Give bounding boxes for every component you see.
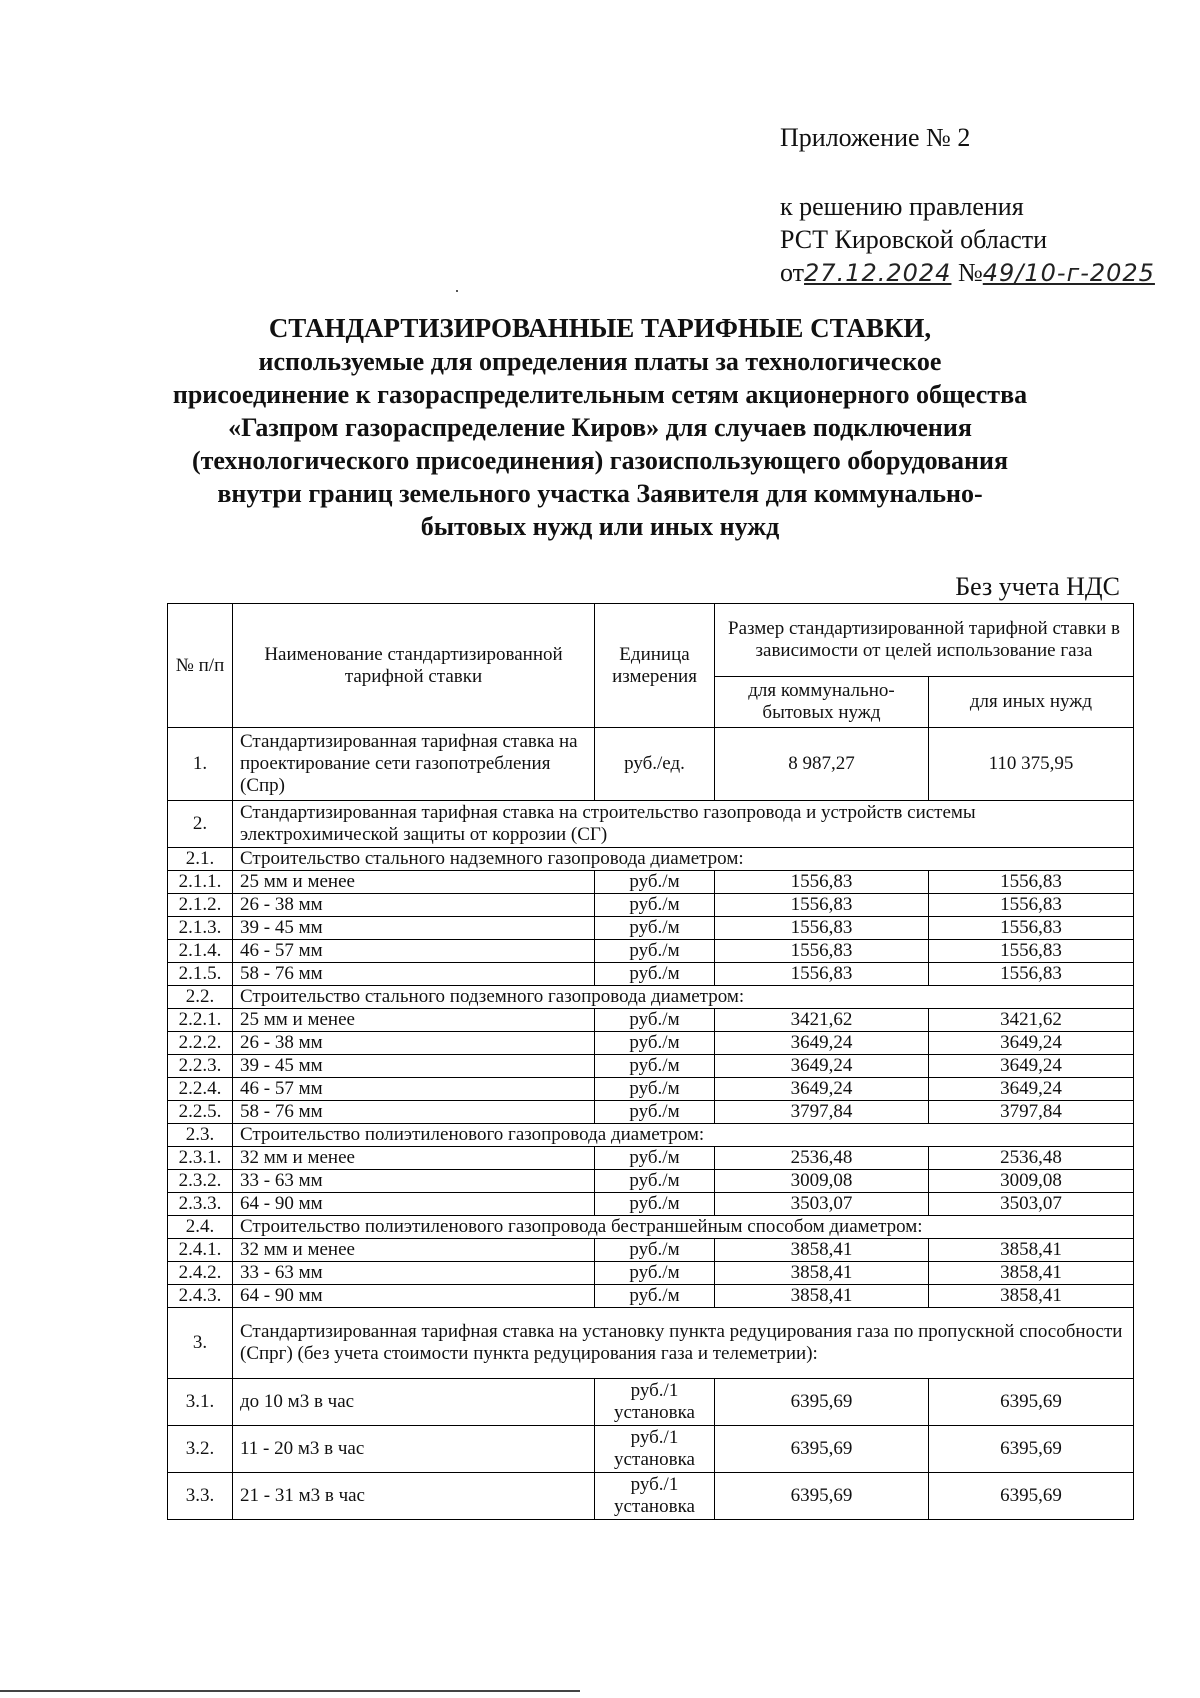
row-num: 3.2. <box>168 1426 233 1473</box>
table-header-row <box>168 604 1134 677</box>
row-num: 2.3.1. <box>168 1147 233 1170</box>
decision-line-1: к решению правления <box>780 192 1024 221</box>
handwritten-number: 49/10-г-2025 <box>982 259 1155 287</box>
row-household: 1556,83 <box>715 917 929 940</box>
row-unit: руб./м <box>595 871 715 894</box>
row-name: 25 мм и менее <box>233 1009 595 1032</box>
row-unit: руб./м <box>595 894 715 917</box>
section-row <box>168 1124 1134 1147</box>
row-household: 3797,84 <box>715 1101 929 1124</box>
decision-reference <box>780 190 1155 290</box>
section-row <box>168 1216 1134 1239</box>
row-num: 2.4. <box>168 1216 233 1239</box>
footer-rule <box>0 1690 580 1692</box>
row-household: 1556,83 <box>715 940 929 963</box>
header-num: № п/п <box>168 604 233 728</box>
row-unit: руб./м <box>595 1262 715 1285</box>
table-row <box>168 1032 1134 1055</box>
title-line-6: внутри границ земельного участка Заявителя для коммунально- <box>217 479 983 508</box>
row-other: 110 375,95 <box>929 728 1134 801</box>
row-other: 3503,07 <box>929 1193 1134 1216</box>
title-line-7: бытовых нужд или иных нужд <box>420 512 780 541</box>
row-name: Стандартизированная тарифная ставка на строительство газопровода и устройств системы электрохимической защиты от коррозии (СГ) <box>233 801 1134 848</box>
row-unit: руб./м <box>595 940 715 963</box>
row-household: 3649,24 <box>715 1055 929 1078</box>
row-num: 2.3.2. <box>168 1170 233 1193</box>
row-household: 3649,24 <box>715 1032 929 1055</box>
row-unit: руб./м <box>595 1147 715 1170</box>
row-household: 6395,69 <box>715 1473 929 1520</box>
row-name: 39 - 45 мм <box>233 917 595 940</box>
section-row <box>168 848 1134 871</box>
table-row <box>168 1426 1134 1473</box>
row-name: 32 мм и менее <box>233 1147 595 1170</box>
table-row <box>168 917 1134 940</box>
row-other: 1556,83 <box>929 963 1134 986</box>
table-row <box>168 1379 1134 1426</box>
row-name: 58 - 76 мм <box>233 1101 595 1124</box>
section-row <box>168 986 1134 1009</box>
row-other: 3649,24 <box>929 1055 1134 1078</box>
table-row <box>168 1473 1134 1520</box>
number-prefix: № <box>957 258 983 287</box>
row-other: 3009,08 <box>929 1170 1134 1193</box>
row-name: 33 - 63 мм <box>233 1170 595 1193</box>
table-row <box>168 894 1134 917</box>
header-size: Размер стандартизированной тарифной ставки в зависимости от целей использование газа <box>715 604 1134 677</box>
row-num: 2.4.3. <box>168 1285 233 1308</box>
scan-speck <box>456 290 458 292</box>
row-name: 33 - 63 мм <box>233 1262 595 1285</box>
row-num: 2.2.4. <box>168 1078 233 1101</box>
row-other: 6395,69 <box>929 1426 1134 1473</box>
row-household: 3649,24 <box>715 1078 929 1101</box>
decision-date-line <box>780 256 1155 290</box>
section-name: Строительство полиэтиленового газопровода диаметром: <box>233 1124 1134 1147</box>
row-unit: руб./м <box>595 963 715 986</box>
row-other: 2536,48 <box>929 1147 1134 1170</box>
row-name: до 10 м3 в час <box>233 1379 595 1426</box>
title-line-3: присоединение к газораспределительным сетям акционерного общества <box>172 380 1028 409</box>
header-name: Наименование стандартизированной тарифной ставки <box>233 604 595 728</box>
row-unit: руб./м <box>595 1193 715 1216</box>
row-num: 2.2.2. <box>168 1032 233 1055</box>
table-row <box>168 1170 1134 1193</box>
row-unit: руб./м <box>595 1009 715 1032</box>
appendix-label: Приложение № 2 <box>780 123 971 152</box>
row-name: 46 - 57 мм <box>233 940 595 963</box>
row-num: 2.1.4. <box>168 940 233 963</box>
title-line-5: (технологического присоединения) газоиспользующего оборудования <box>191 446 1009 475</box>
row-num: 2.3. <box>168 1124 233 1147</box>
row-other: 3649,24 <box>929 1078 1134 1101</box>
section-name: Строительство стального подземного газопровода диаметром: <box>233 986 1134 1009</box>
row-name: Стандартизированная тарифная ставка на установку пункта редуцирования газа по пропускной способности (Спрг) (без учета стоимости пункта редуцирования газа и телеметрии): <box>233 1308 1134 1379</box>
table-row <box>168 1285 1134 1308</box>
table-row-2 <box>168 801 1134 848</box>
row-unit: руб./1 установка <box>595 1379 715 1426</box>
table-row <box>168 871 1134 894</box>
row-other: 6395,69 <box>929 1473 1134 1520</box>
row-household: 3503,07 <box>715 1193 929 1216</box>
row-unit: руб./м <box>595 917 715 940</box>
row-household: 3858,41 <box>715 1262 929 1285</box>
row-household: 3858,41 <box>715 1239 929 1262</box>
row-household: 3009,08 <box>715 1170 929 1193</box>
row-num: 2.2.3. <box>168 1055 233 1078</box>
row-num: 2.1.5. <box>168 963 233 986</box>
row-household: 6395,69 <box>715 1426 929 1473</box>
row-num: 2.4.2. <box>168 1262 233 1285</box>
row-num: 2.2.1. <box>168 1009 233 1032</box>
row-other: 1556,83 <box>929 940 1134 963</box>
row-name: 26 - 38 мм <box>233 894 595 917</box>
row-name: 64 - 90 мм <box>233 1285 595 1308</box>
table-row <box>168 1147 1134 1170</box>
date-prefix: от <box>780 258 805 287</box>
row-name: 26 - 38 мм <box>233 1032 595 1055</box>
table-row <box>168 1101 1134 1124</box>
row-num: 2.1.2. <box>168 894 233 917</box>
row-num: 2.1.1. <box>168 871 233 894</box>
row-name: 25 мм и менее <box>233 871 595 894</box>
table-row <box>168 1262 1134 1285</box>
row-other: 3858,41 <box>929 1262 1134 1285</box>
row-name: 64 - 90 мм <box>233 1193 595 1216</box>
row-num: 1. <box>168 728 233 801</box>
row-unit: руб./1 установка <box>595 1426 715 1473</box>
table-row <box>168 1009 1134 1032</box>
row-unit: руб./м <box>595 1101 715 1124</box>
row-other: 3858,41 <box>929 1239 1134 1262</box>
section-name: Строительство полиэтиленового газопровода бестраншейным способом диаметром: <box>233 1216 1134 1239</box>
row-unit: руб./м <box>595 1078 715 1101</box>
row-name: Стандартизированная тарифная ставка на проектирование сети газопотребления (Спр) <box>233 728 595 801</box>
row-other: 1556,83 <box>929 894 1134 917</box>
table-row <box>168 1055 1134 1078</box>
table-row <box>168 963 1134 986</box>
row-num: 3.1. <box>168 1379 233 1426</box>
row-unit: руб./м <box>595 1285 715 1308</box>
row-num: 2.2.5. <box>168 1101 233 1124</box>
row-num: 2.3.3. <box>168 1193 233 1216</box>
row-household: 1556,83 <box>715 871 929 894</box>
row-other: 1556,83 <box>929 917 1134 940</box>
row-unit: руб./1 установка <box>595 1473 715 1520</box>
row-household: 8 987,27 <box>715 728 929 801</box>
row-unit: руб./ед. <box>595 728 715 801</box>
title-line-4: «Газпром газораспределение Киров» для случаев подключения <box>228 413 972 442</box>
row-num: 2.1. <box>168 848 233 871</box>
row-num: 2.1.3. <box>168 917 233 940</box>
row-num: 2.4.1. <box>168 1239 233 1262</box>
title-line-2: используемые для определения платы за технологическое <box>258 347 942 376</box>
vat-note: Без учета НДС <box>955 572 1120 601</box>
row-household: 3421,62 <box>715 1009 929 1032</box>
header-unit: Единица измерения <box>595 604 715 728</box>
row-other: 3421,62 <box>929 1009 1134 1032</box>
row-household: 1556,83 <box>715 894 929 917</box>
row-num: 2.2. <box>168 986 233 1009</box>
section-name: Строительство стального надземного газопровода диаметром: <box>233 848 1134 871</box>
row-name: 46 - 57 мм <box>233 1078 595 1101</box>
row-unit: руб./м <box>595 1239 715 1262</box>
decision-line-2: РСТ Кировской области <box>780 225 1048 254</box>
row-household: 3858,41 <box>715 1285 929 1308</box>
table-row <box>168 940 1134 963</box>
row-name: 32 мм и менее <box>233 1239 595 1262</box>
row-other: 6395,69 <box>929 1379 1134 1426</box>
row-num: 3.3. <box>168 1473 233 1520</box>
row-name: 21 - 31 м3 в час <box>233 1473 595 1520</box>
row-name: 58 - 76 мм <box>233 963 595 986</box>
table-row <box>168 1078 1134 1101</box>
title-main: СТАНДАРТИЗИРОВАННЫЕ ТАРИФНЫЕ СТАВКИ, <box>268 313 932 343</box>
row-unit: руб./м <box>595 1032 715 1055</box>
header-household: для коммунально-бытовых нужд <box>715 677 929 728</box>
row-name: 39 - 45 мм <box>233 1055 595 1078</box>
header-other: для иных нужд <box>929 677 1134 728</box>
table-row <box>168 1239 1134 1262</box>
row-other: 1556,83 <box>929 871 1134 894</box>
row-unit: руб./м <box>595 1055 715 1078</box>
tariff-table <box>167 603 1134 1520</box>
row-household: 6395,69 <box>715 1379 929 1426</box>
row-other: 3649,24 <box>929 1032 1134 1055</box>
row-name: 11 - 20 м3 в час <box>233 1426 595 1473</box>
row-num: 3. <box>168 1308 233 1379</box>
table-row-3 <box>168 1308 1134 1379</box>
row-household: 1556,83 <box>715 963 929 986</box>
row-num: 2. <box>168 801 233 848</box>
handwritten-date: 27.12.2024 <box>804 259 952 287</box>
row-unit: руб./м <box>595 1170 715 1193</box>
row-household: 2536,48 <box>715 1147 929 1170</box>
table-row <box>168 1193 1134 1216</box>
row-other: 3858,41 <box>929 1285 1134 1308</box>
document-title <box>150 312 1050 543</box>
row-other: 3797,84 <box>929 1101 1134 1124</box>
table-row-1 <box>168 728 1134 801</box>
